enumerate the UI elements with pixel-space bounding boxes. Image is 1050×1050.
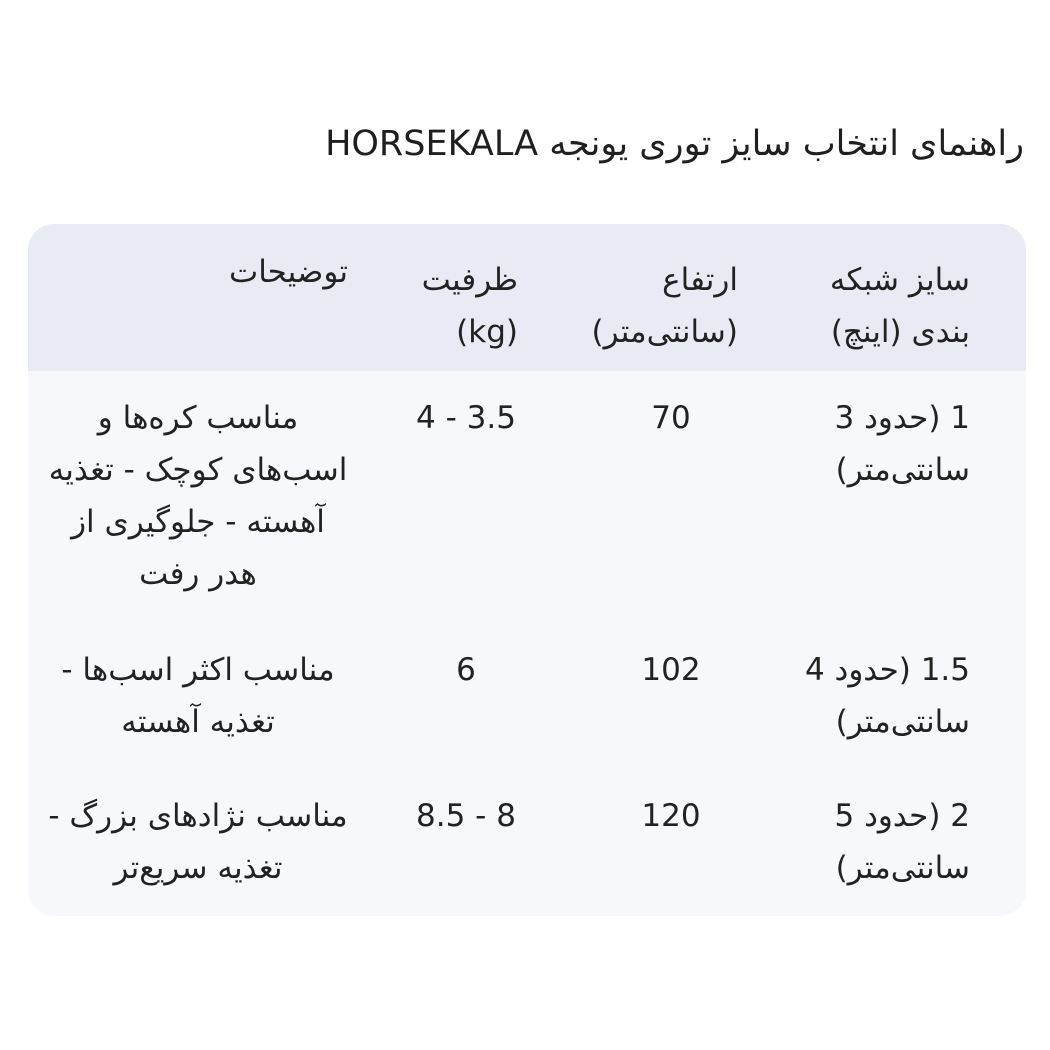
cell-size: 2 (حدود 5 سانتی‌متر) (834, 798, 970, 886)
cell-height: 120 (641, 798, 701, 834)
cell-size: 1 (حدود 3 سانتی‌متر) (834, 400, 970, 488)
cell-capacity: 8 - 8.5 (416, 798, 516, 834)
cell-height: 70 (651, 400, 691, 436)
size-guide-table (28, 224, 1026, 916)
cell-capacity: 3.5 - 4 (416, 400, 516, 436)
table-header-row (28, 224, 1026, 371)
header-description: توضیحات (229, 254, 348, 290)
page-title: راهنمای انتخاب سایز توری یونجه HORSEKALA (325, 124, 1024, 164)
cell-capacity: 6 (456, 652, 476, 688)
cell-description: مناسب اکثر اسب‌ها - تغذیه آهسته (61, 652, 335, 740)
header-capacity: ظرفیت (kg) (421, 262, 518, 350)
cell-description: مناسب کره‌ها و اسب‌های کوچک - تغذیه آهسته - جلوگیری از هدر رفت (48, 400, 348, 592)
cell-height: 102 (641, 652, 701, 688)
header-height: ارتفاع (سانتی‌متر) (591, 262, 738, 350)
header-size: سایز شبکه بندی (اینچ) (829, 262, 970, 350)
cell-size: 1.5 (حدود 4 سانتی‌متر) (804, 652, 970, 740)
cell-description: مناسب نژادهای بزرگ - تغذیه سریع‌تر (48, 798, 348, 886)
